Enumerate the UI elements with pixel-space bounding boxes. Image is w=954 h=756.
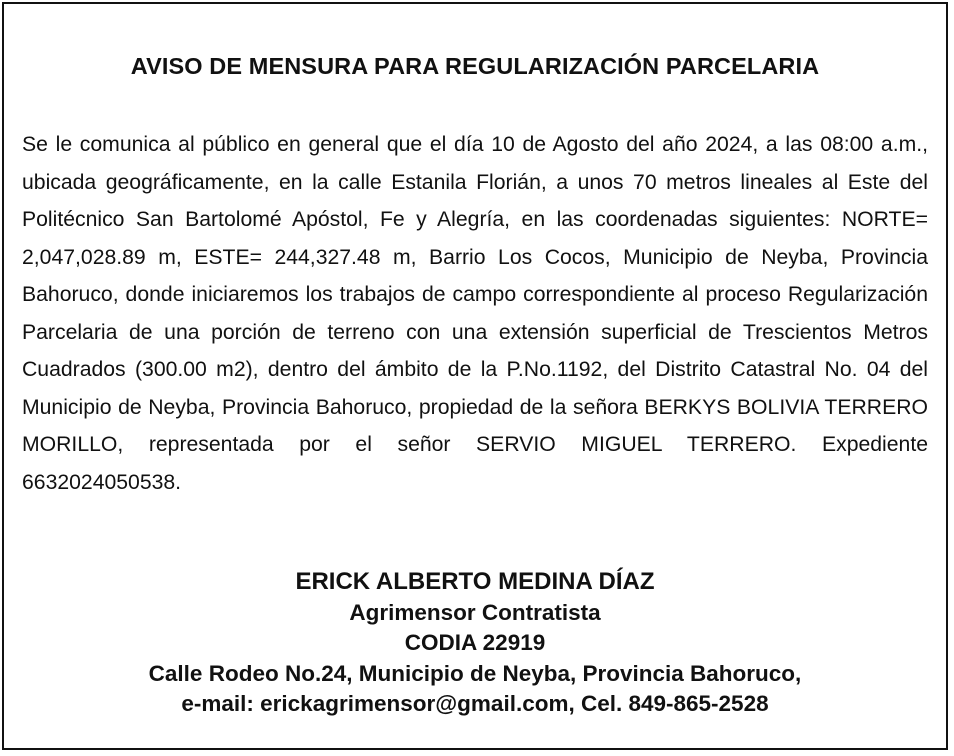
signature-name: ERICK ALBERTO MEDINA DÍAZ <box>295 568 655 595</box>
signature-role: Agrimensor Contratista <box>349 599 601 625</box>
signature-block <box>4 567 946 720</box>
signature-codia: CODIA 22919 <box>404 630 546 655</box>
notice-frame <box>2 2 948 750</box>
notice-body: Se le comunica al público en general que el día 10 de Agosto del año 2024, a las 08:00 a.m., ubicada geográficamente, en la calle Estanila Florián, a unos 70 metros lineales al Este del Politécnico San Bartolomé Apóstol, Fe y Alegría, en las coordenadas siguientes: NORTE= 2,047,028.89 m, ESTE= 244,327.48 m, Barrio Los Cocos, Municipio de Neyba, Provincia Bahoruco, donde iniciaremos los trabajos de campo correspondiente al proceso Regularización Parcelaria de una porción de terreno con una extensión superficial de Trescientos Metros Cuadrados (300.00 m2), dentro del ámbito de la P.No.1192, del Distrito Catastral No. 04 del Municipio de Neyba, Provincia Bahoruco, propiedad de la señora BERKYS BOLIVIA TERRERO MORILLO, representada por el señor SERVIO MIGUEL TERRERO. Expediente 6632024050538. <box>22 133 928 494</box>
notice-title: AVISO DE MENSURA PARA REGULARIZACIÓN PARCELARIA <box>130 53 820 79</box>
signature-contact: e-mail: erickagrimensor@gmail.com, Cel. 849-865-2528 <box>181 691 769 716</box>
signature-address: Calle Rodeo No.24, Municipio de Neyba, Provincia Bahoruco, <box>148 660 802 686</box>
